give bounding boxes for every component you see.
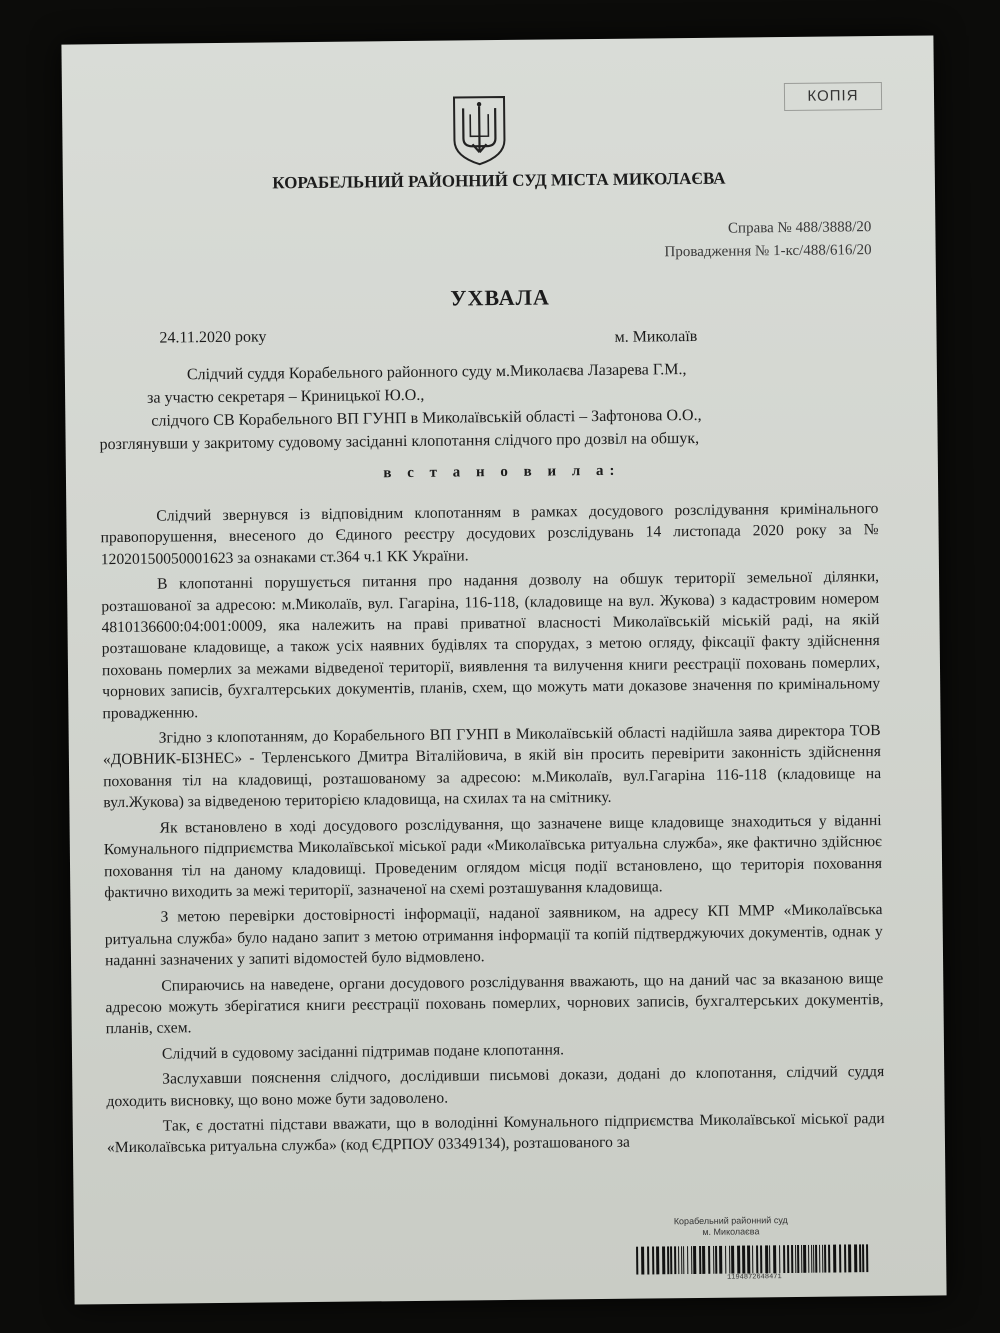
barcode-bar xyxy=(859,1244,861,1272)
barcode-bar xyxy=(783,1245,785,1273)
paragraph: Згідно з клопотанням, до Корабельного ВП ГУНП в Миколаївській області надійшла заява директора ТОВ «ДОВНИК-БІЗНЕС» - Терленського Дмитра Віталійовича, в якій він просить перевірити законність здійснення поховання тіл на кладовищі, розташованому за адресою: м.Миколаїв, вул.Гагаріна 116-118 (кладовище на вул.Жукова) за відведеною територією кладовища, на схилах та на смітнику. xyxy=(102,722,882,812)
intro-considered: розглянувши у закритому судовому засіданні клопотання слідчого про дозвіл на обшук, xyxy=(99,429,700,454)
footer-city-line: м. Миколаєва xyxy=(702,1226,760,1237)
document-page xyxy=(61,35,946,1304)
barcode-bar xyxy=(719,1246,722,1274)
barcode-bar xyxy=(808,1245,809,1273)
barcode-bar xyxy=(828,1245,830,1273)
intro-block xyxy=(99,356,890,456)
footer-court-line: Корабельний районний суд xyxy=(673,1215,788,1227)
intro-investigator: слідчого СВ Корабельного ВП ГУНП в Миколаївській області – Зафтонова О.О., xyxy=(151,406,702,430)
barcode-bar xyxy=(702,1246,705,1274)
barcode-bar xyxy=(652,1246,654,1274)
copy-stamp: КОПІЯ xyxy=(784,82,882,111)
proceeding-number: Провадження № 1-кс/488/616/20 xyxy=(664,242,872,261)
barcode-bar xyxy=(787,1245,789,1273)
barcode-bar xyxy=(693,1246,696,1274)
barcode-bar xyxy=(687,1246,688,1274)
document-body xyxy=(100,498,885,1163)
document-title: УХВАЛА xyxy=(450,284,550,311)
barcode-bar xyxy=(862,1244,864,1272)
barcode-bar xyxy=(797,1245,799,1273)
barcode-bar xyxy=(765,1245,768,1273)
paragraph: З метою перевірки достовірності інформації, наданої заявником, на адресу КП ММР «Миколаївська ритуальна служба» було надано запит з метою отримання інформації та копій підтверджуючих документів, однак у наданні зазначених у запиті відомостей було відмовлено. xyxy=(104,901,883,970)
barcode-bar xyxy=(742,1246,745,1274)
barcode xyxy=(634,1244,874,1275)
barcode-bar xyxy=(844,1244,846,1272)
paragraph: Слідчий звернувся із відповідним клопотанням в рамках досудового розслідування кримінального правопорушення, внесеного до Єдиного реєстру досудових розслідувань 14 листопада 2020 року за № 12020150050001623 за ознаками ст.364 ч.1 КК України. xyxy=(100,500,879,569)
barcode-bar xyxy=(791,1245,793,1273)
barcode-bar xyxy=(795,1245,796,1273)
intro-judge: Слідчий суддя Корабельного районного суду м.Миколаєва Лазарева Г.М., xyxy=(186,361,687,384)
barcode-bar xyxy=(854,1244,857,1272)
barcode-bar xyxy=(713,1246,714,1274)
barcode-bar xyxy=(756,1245,758,1273)
barcode-bar xyxy=(647,1247,649,1275)
paragraph: Заслухавши пояснення слідчого, дослідивши письмові докази, додані до клопотання, слідчий суддя доходить висновку, що воно може бути задоволено. xyxy=(106,1063,885,1110)
case-details xyxy=(664,216,872,264)
barcode-bar xyxy=(667,1246,669,1274)
barcode-bar xyxy=(752,1245,753,1273)
coat-of-arms-icon xyxy=(450,94,509,167)
barcode-bar xyxy=(824,1245,826,1273)
barcode-bar xyxy=(769,1245,770,1273)
barcode-bar xyxy=(683,1246,684,1274)
paragraph: Так, є достатні підстави вважати, що в володінні Комунального підприємства Миколаївської міської ради «Миколаївська ритуальна служба» (код ЄДРПОУ 03349134), розташованого за xyxy=(106,1110,885,1157)
intro-secretary: за участю секретаря – Криницької Ю.О., xyxy=(147,386,425,407)
barcode-bar xyxy=(725,1246,726,1274)
barcode-bar xyxy=(681,1246,682,1274)
barcode-bar xyxy=(760,1245,762,1273)
barcode-bar xyxy=(811,1245,812,1273)
barcode-bar xyxy=(801,1245,802,1273)
barcode-bar xyxy=(747,1245,750,1273)
barcode-bar xyxy=(773,1245,776,1273)
barcode-bar xyxy=(779,1245,780,1273)
barcode-bar xyxy=(737,1246,740,1274)
barcode-bar xyxy=(715,1246,717,1274)
barcode-bar xyxy=(848,1244,851,1272)
paragraph: Як встановлено в ході досудового розслідування, що зазначене вище кладовище знаходиться у віданні Комунального підприємства Миколаївської міської ради «Миколаївська ритуальна служба», яке фактично здійснює поховання тіл на даному кладовищі. Проведеним оглядом місця події встановлено, що територія поховання фактично виходить за межі території, зазначеної на схемі розташування кладовища. xyxy=(103,811,883,902)
paragraph: Слідчий в судовому засіданні підтримав подане клопотання. xyxy=(161,1041,565,1063)
barcode-bar xyxy=(708,1246,710,1274)
barcode-bar xyxy=(813,1245,814,1273)
barcode-bar xyxy=(815,1245,817,1273)
barcode-bar xyxy=(803,1245,806,1273)
barcode-bar xyxy=(819,1245,820,1273)
barcode-bar xyxy=(729,1246,730,1274)
barcode-bar xyxy=(731,1246,734,1274)
case-number: Справа № 488/3888/20 xyxy=(727,219,872,237)
barcode-bar xyxy=(833,1245,836,1273)
barcode-bar xyxy=(670,1246,672,1274)
paragraph: В клопотанні порушується питання про надання дозволу на обшук території земельної ділянки, розташованої за адресою: м.Миколаїв, вул. Гагаріна, 116-118, (кладовище на вул. Жукова) з кадастровим номером 4810136600:04:001:0009, яка належить на праві приватної власності Миколаївській міській раді, на якій розташоване кладовище, а також усіх наявних будівлях та спорудах, з метою огляду, фіксації факту здійснення поховань померлих за межами відведеної території, виявлення та вилучення книги реєстрації поховань померлих, чорнових записів, бухгалтерських документів, планів, схем, що можуть мати доказове значення по кримінальному провадженню. xyxy=(101,568,881,722)
barcode-bar xyxy=(662,1246,665,1274)
barcode-bar xyxy=(699,1246,701,1274)
barcode-bar xyxy=(674,1246,676,1274)
barcode-bar xyxy=(641,1247,644,1275)
document-date: 24.11.2020 року xyxy=(159,328,267,347)
barcode-bar xyxy=(678,1246,679,1274)
document-place: м. Миколаїв xyxy=(614,327,698,346)
barcode-bar xyxy=(656,1246,659,1274)
court-name: КОРАБЕЛЬНИЙ РАЙОННИЙ СУД МІСТА МИКОЛАЄВА xyxy=(272,168,726,193)
paragraph: Спираючись на наведене, органи досудового розслідування вважають, що на даний час за вказаною вище адресою можуть зберігатися книги реєстрації поховань померлих, чорнових записів, бухгалтерських документів, планів, схем. xyxy=(105,969,884,1038)
barcode-bar xyxy=(866,1244,868,1272)
barcode-bar xyxy=(822,1245,823,1273)
section-heading: в с т а н о в и л а: xyxy=(383,462,621,482)
barcode-bar xyxy=(636,1247,638,1275)
barcode-bar xyxy=(691,1246,692,1274)
barcode-bar xyxy=(839,1245,841,1273)
barcode-number: 1194872648471 xyxy=(727,1273,782,1282)
footer-court-label xyxy=(674,1215,788,1238)
